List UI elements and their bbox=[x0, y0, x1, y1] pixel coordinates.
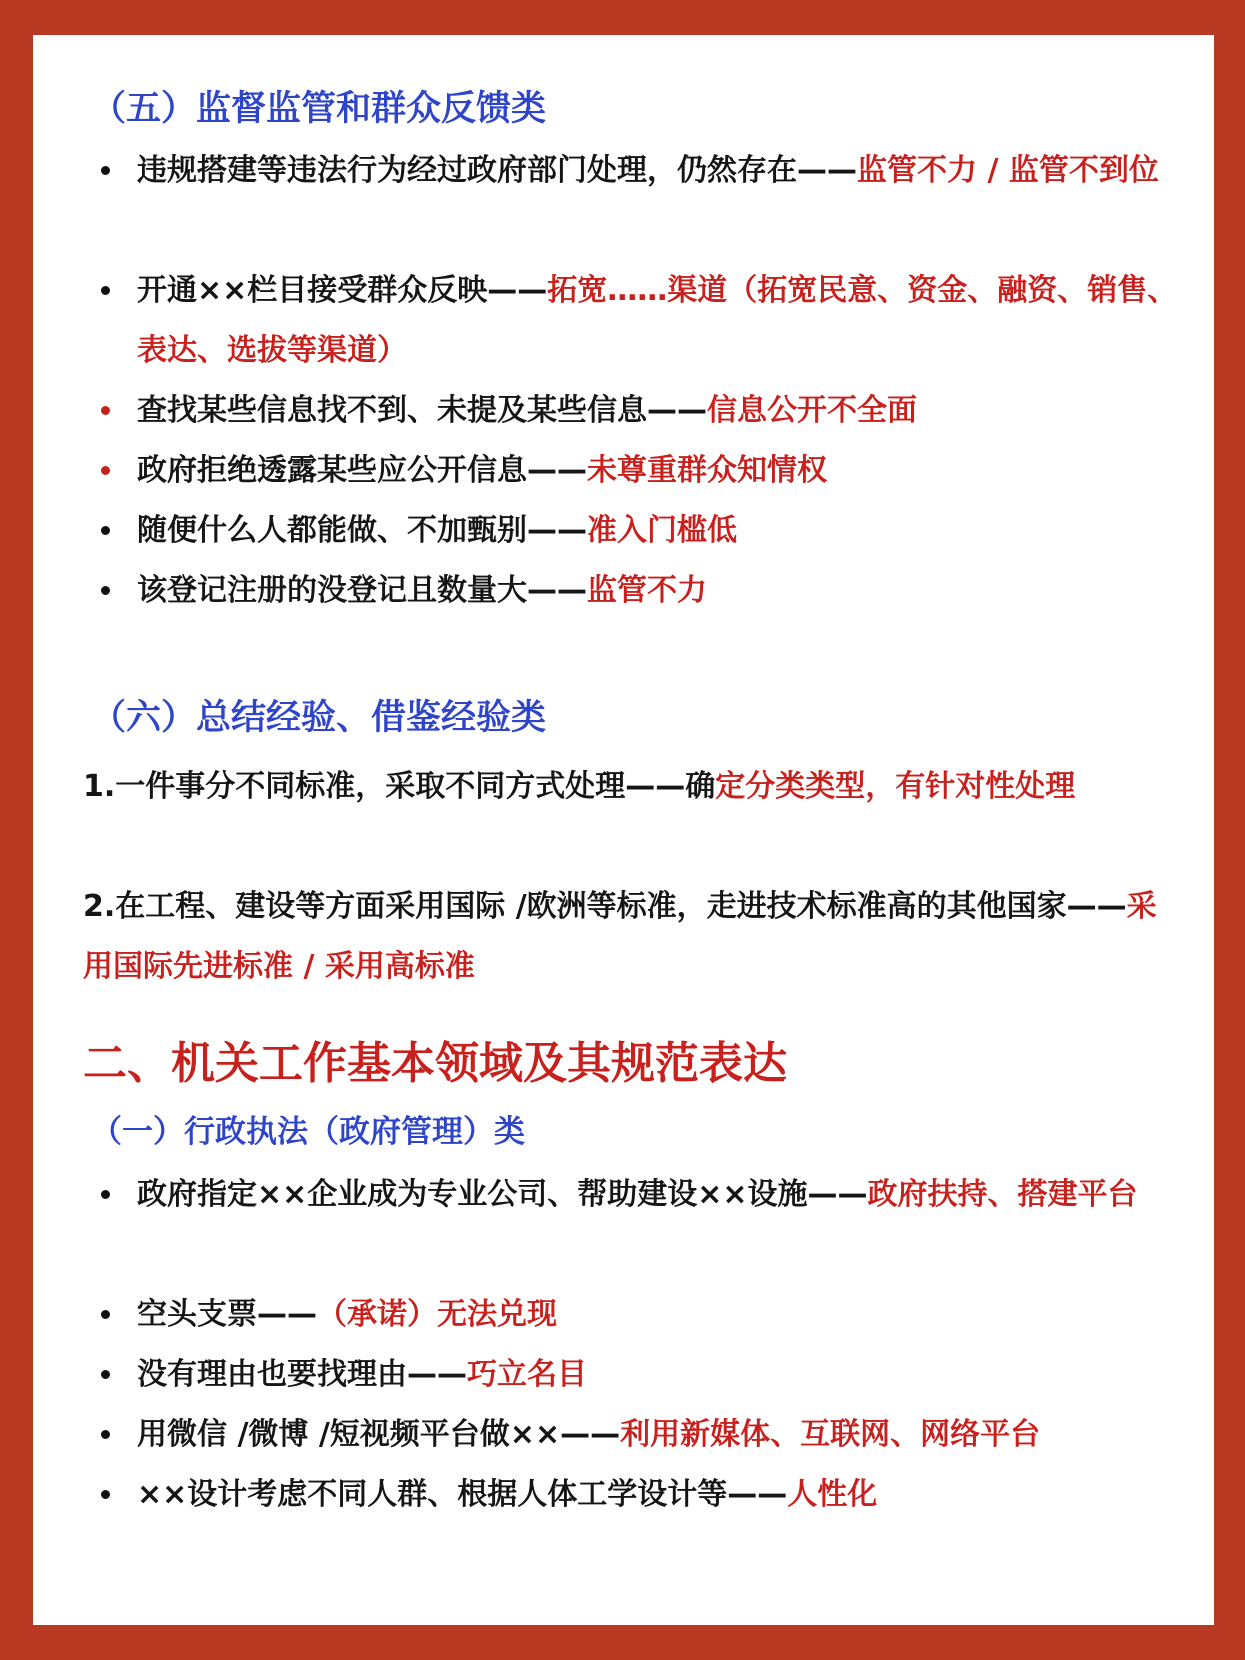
content-card bbox=[33, 35, 1214, 1625]
list-item: 空头支票——（承诺）无法兑现 bbox=[101, 1285, 1181, 1345]
list-item: 开通××栏目接受群众反映——拓宽……渠道（拓宽民意、资金、融资、销售、表达、选拔等渠道） bbox=[101, 261, 1181, 381]
bullet-dot-icon bbox=[101, 166, 110, 175]
bullet-dot-icon bbox=[101, 1370, 110, 1379]
bullet-dot-icon bbox=[101, 466, 110, 475]
section-heading-supervision: （五）监督监管和群众反馈类 bbox=[91, 89, 547, 129]
numbered-item: 2.在工程、建设等方面采用国际 /欧洲等标准，走进技术标准高的其他国家——采用国际先进标准 / 采用高标准 bbox=[83, 889, 1157, 984]
bullet-dot-icon bbox=[101, 586, 110, 595]
list-item: 随便什么人都能做、不加甄别——准入门槛低 bbox=[101, 501, 1181, 561]
bullet-dot-icon bbox=[101, 1310, 110, 1319]
list-item: 政府指定××企业成为专业公司、帮助建设××设施——政府扶持、搭建平台 bbox=[101, 1165, 1181, 1225]
list-item: 用微信 /微博 /短视频平台做××——利用新媒体、互联网、网络平台 bbox=[101, 1405, 1181, 1465]
part-heading-government-work: 二、机关工作基本领域及其规范表达 bbox=[83, 1038, 787, 1089]
numbered-item: 1.一件事分不同标准，采取不同方式处理——确定分类类型，有针对性处理 bbox=[83, 769, 1076, 804]
bullet-dot-icon bbox=[101, 1490, 110, 1499]
bullet-dot-icon bbox=[101, 286, 110, 295]
list-item: 没有理由也要找理由——巧立名目 bbox=[101, 1345, 1181, 1405]
list-item: 政府拒绝透露某些应公开信息——未尊重群众知情权 bbox=[101, 441, 1181, 501]
list-item: ××设计考虑不同人群、根据人体工学设计等——人性化 bbox=[101, 1465, 1181, 1525]
list-item: 查找某些信息找不到、未提及某些信息——信息公开不全面 bbox=[101, 381, 1181, 441]
bullet-dot-icon bbox=[101, 1430, 110, 1439]
bullet-dot-icon bbox=[101, 406, 110, 415]
section-heading-experience: （六）总结经验、借鉴经验类 bbox=[91, 698, 547, 738]
bullet-dot-icon bbox=[101, 1190, 110, 1199]
bullet-dot-icon bbox=[101, 526, 110, 535]
list-item: 违规搭建等违法行为经过政府部门处理，仍然存在——监管不力 / 监管不到位 bbox=[101, 141, 1181, 201]
section-heading-administrative-law: （一）行政执法（政府管理）类 bbox=[91, 1114, 525, 1150]
list-item: 该登记注册的没登记且数量大——监管不力 bbox=[101, 561, 1181, 621]
